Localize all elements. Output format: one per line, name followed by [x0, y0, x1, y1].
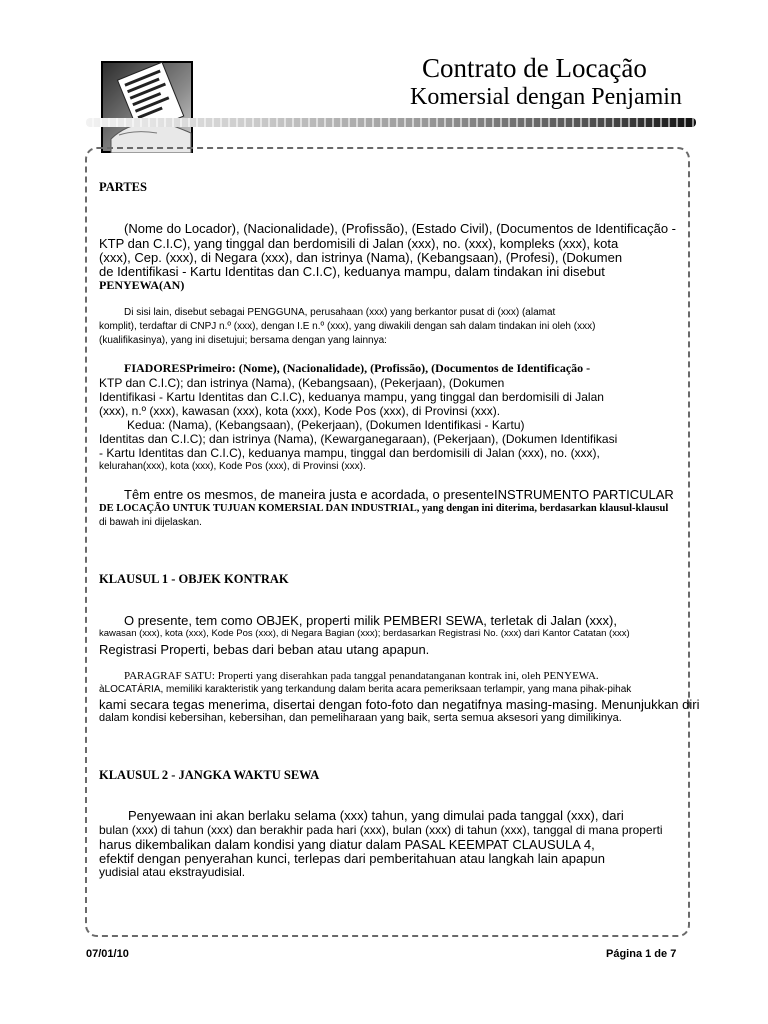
footer-date: 07/01/10 [86, 948, 129, 960]
paragraph-line: KTP dan C.I.C); dan istrinya (Nama), (Kebangsaan), (Pekerjaan), (Dokumen [99, 376, 505, 390]
paragraph-line: (Nome do Locador), (Nacionalidade), (Profissão), (Estado Civil), (Documentos de Identificação - [124, 221, 677, 236]
section-heading-partes: PARTES [99, 180, 147, 194]
paragraph-line: bulan (xxx) di tahun (xxx) dan berakhir pada hari (xxx), bulan (xxx) di tahun (xxx), tanggal di mana properti [99, 823, 663, 837]
section-heading-klausul-1: KLAUSUL 1 - OBJEK KONTRAK [99, 572, 289, 586]
footer-page-number: Página 1 de 7 [606, 948, 677, 960]
paragraph-line: Di sisi lain, disebut sebagai PENGGUNA, perusahaan (xxx) yang berkantor pusat di (xxx) (alamat [124, 307, 556, 318]
paragraph-line: Têm entre os mesmos, de maneira justa e acordada, o presenteINSTRUMENTO PARTICULAR [124, 487, 674, 502]
paragraph-emphasis: DE LOCAÇÃO UNTUK TUJUAN KOMERSIAL DAN INDUSTRIAL, [99, 503, 420, 514]
paragraph-line: KTP dan C.I.C), yang tinggal dan berdomisili di Jalan (xxx), no. (xxx), kompleks (xxx), kota [99, 236, 619, 251]
document-subtitle: Komersial dengan Penjamin [410, 84, 682, 110]
header-divider [86, 118, 696, 127]
paragraph-line: O presente, tem como OBJEK, properti milik PEMBERI SEWA, terletak di Jalan (xxx), [124, 613, 617, 628]
paragraph-line [99, 502, 668, 515]
paragraph-line: kami secara tegas menerima, disertai dengan foto-foto dan negatifnya masing-masing. Menunjukkan diri [99, 697, 700, 712]
paragraph-line: kawasan (xxx), kota (xxx), Kode Pos (xxx), di Negara Bagian (xxx); berdasarkan Registrasi No. (xxx) dari Kantor Catatan (xxx) [99, 628, 630, 639]
paragraph-line: (xxx), Cep. (xxx), di Negara (xxx), dan istrinya (Nama), (Kebangsaan), (Profesi), (Dokumen [99, 250, 623, 265]
paragraph-line: Kedua: (Nama), (Kebangsaan), (Pekerjaan), (Dokumen Identifikasi - Kartu) [127, 418, 525, 432]
paragraph-line: PENYEWA(AN) [99, 278, 185, 292]
paragraph-line: de Identifikasi - Kartu Identitas dan C.I.C), keduanya mampu, dalam tindakan ini disebut [99, 264, 605, 279]
paragraph-line: PARAGRAF SATU: Properti yang diserahkan pada tanggal penandatanganan kontrak ini, oleh PENYEWA. [124, 670, 599, 682]
paragraph-line: àLOCATÁRIA, memiliki karakteristik yang terkandung dalam berita acara pemeriksaan terlampir, yang mana pihak-pihak [99, 684, 632, 695]
paragraph-text: yang dengan ini diterima, berdasarkan klausul-klausul [419, 503, 669, 514]
paragraph-line: komplit), terdaftar di CNPJ n.º (xxx), dengan I.E n.º (xxx), yang diwakili dengan sah dalam tindakan ini oleh (xxx) [99, 321, 596, 332]
paragraph-line: di bawah ini dijelaskan. [99, 517, 202, 528]
paragraph-line: harus dikembalikan dalam kondisi yang diatur dalam PASAL KEEMPAT CLAUSULA 4, [99, 837, 595, 852]
paragraph-line: yudisial atau ekstrayudisial. [99, 865, 246, 879]
paragraph-line: kelurahan(xxx), kota (xxx), Kode Pos (xxx), di Provinsi (xxx). [99, 461, 366, 472]
section-heading-klausul-2: KLAUSUL 2 - JANGKA WAKTU SEWA [99, 768, 320, 782]
paragraph-line: efektif dengan penyerahan kunci, terlepas dari pemberitahuan atau langkah lain apapun [99, 851, 605, 866]
paragraph-line: dalam kondisi kebersihan, kebersihan, dan pemeliharaan yang baik, serta semua aksesori yang dimilikinya. [99, 712, 622, 724]
paragraph-line: (xxx), n.º (xxx), kawasan (xxx), kota (xxx), Kode Pos (xxx), di Provinsi (xxx). [99, 404, 501, 418]
paragraph-line: Identifikasi - Kartu Identitas dan C.I.C), keduanya mampu, yang tinggal dan berdomisili di Jalan [99, 390, 604, 404]
paragraph-line: - Kartu Identitas dan C.I.C), keduanya mampu, tinggal dan berdomisili di Jalan (xxx), no. (xxx), [99, 446, 600, 460]
paragraph-line: Penyewaan ini akan berlaku selama (xxx) tahun, yang dimulai pada tanggal (xxx), dari [128, 808, 624, 823]
paragraph-line: Registrasi Properti, bebas dari beban atau utang apapun. [99, 642, 430, 657]
paragraph-line: (kualifikasinya), yang ini disetujui; bersama dengan yang lainnya: [99, 335, 387, 346]
document-logo-icon [101, 61, 193, 153]
paragraph-line: FIADORESPrimeiro: (Nome), (Nacionalidade), (Profissão), (Documentos de Identificação - [124, 361, 591, 375]
paragraph-line: Identitas dan C.I.C); dan istrinya (Nama), (Kewarganegaraan), (Pekerjaan), (Dokumen Identifikasi [99, 432, 618, 446]
document-title: Contrato de Locação [422, 53, 647, 83]
